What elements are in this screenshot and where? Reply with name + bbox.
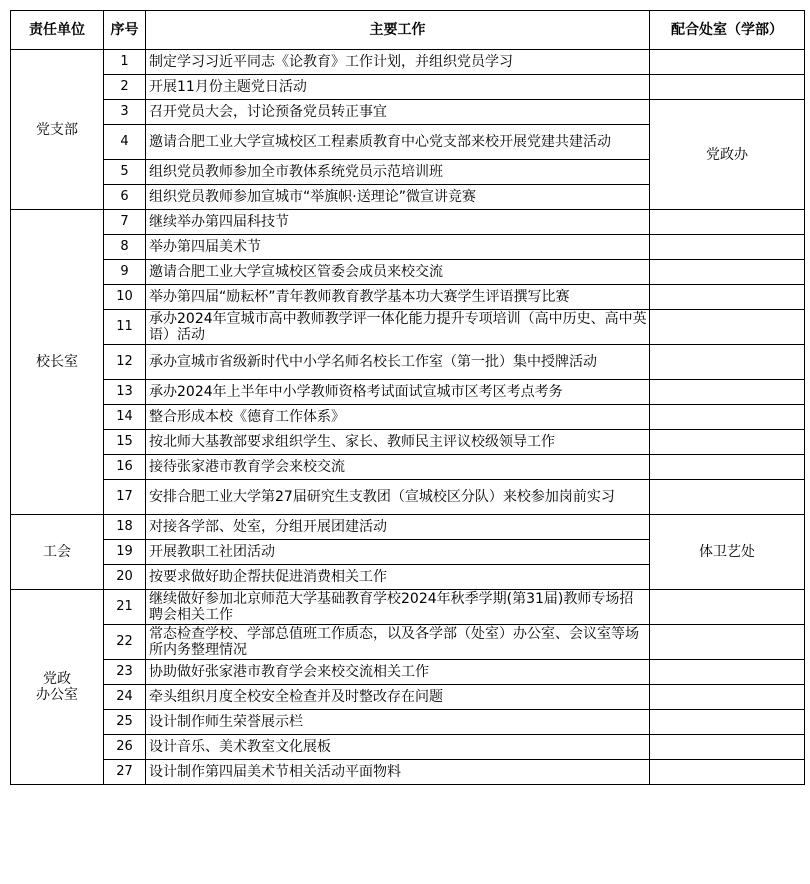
- coop-cell: [650, 405, 805, 430]
- row-number: 9: [104, 260, 146, 285]
- row-number: 21: [104, 590, 146, 625]
- coop-cell: [650, 310, 805, 345]
- table-row: [11, 405, 805, 430]
- table-row: [11, 685, 805, 710]
- task-cell: 继续做好参加北京师范大学基础教育学校2024年秋季学期(第31届)教师专场招聘会相关工作: [146, 590, 650, 625]
- table-row: [11, 660, 805, 685]
- unit-cell-party-branch: 党支部: [11, 50, 104, 210]
- unit-label-line1: 党政: [43, 671, 71, 687]
- coop-cell: [650, 480, 805, 515]
- coop-cell: [650, 235, 805, 260]
- table-row: [11, 345, 805, 380]
- unit-cell-trade-union: 工会: [11, 515, 104, 590]
- header-unit: 责任单位: [11, 11, 104, 50]
- task-cell: 按要求做好助企帮扶促进消费相关工作: [146, 565, 650, 590]
- table-row: [11, 100, 805, 125]
- task-cell: 对接各学部、处室，分组开展团建活动: [146, 515, 650, 540]
- coop-cell: [650, 75, 805, 100]
- task-cell: 设计制作师生荣誉展示栏: [146, 710, 650, 735]
- row-number: 4: [104, 125, 146, 160]
- coop-cell: [650, 625, 805, 660]
- row-number: 25: [104, 710, 146, 735]
- coop-cell: [650, 660, 805, 685]
- task-cell: 举办第四届美术节: [146, 235, 650, 260]
- unit-label-line2: 办公室: [36, 687, 78, 703]
- row-number: 8: [104, 235, 146, 260]
- task-cell: 组织党员教师参加全市教体系统党员示范培训班: [146, 160, 650, 185]
- row-number: 20: [104, 565, 146, 590]
- header-coop: 配合处室（学部）: [650, 11, 805, 50]
- coop-cell: [650, 50, 805, 75]
- task-cell: 邀请合肥工业大学宣城校区工程素质教育中心党支部来校开展党建共建活动: [146, 125, 650, 160]
- task-cell: 协助做好张家港市教育学会来校交流相关工作: [146, 660, 650, 685]
- row-number: 17: [104, 480, 146, 515]
- row-number: 3: [104, 100, 146, 125]
- task-cell: 开展教职工社团活动: [146, 540, 650, 565]
- row-number: 16: [104, 455, 146, 480]
- coop-cell: [650, 735, 805, 760]
- table-row: [11, 625, 805, 660]
- row-number: 15: [104, 430, 146, 455]
- table-header-row: [11, 11, 805, 50]
- task-cell: 按北师大基教部要求组织学生、家长、教师民主评议校级领导工作: [146, 430, 650, 455]
- task-cell: 组织党员教师参加宣城市“举旗帜·送理论”微宣讲竞赛: [146, 185, 650, 210]
- coop-cell: [650, 380, 805, 405]
- task-cell: 安排合肥工业大学第27届研究生支教团（宣城校区分队）来校参加岗前实习: [146, 480, 650, 515]
- row-number: 2: [104, 75, 146, 100]
- row-number: 7: [104, 210, 146, 235]
- table-row: [11, 430, 805, 455]
- table-row: [11, 515, 805, 540]
- coop-cell: [650, 590, 805, 625]
- row-number: 12: [104, 345, 146, 380]
- table-row: [11, 480, 805, 515]
- work-plan-table: [10, 10, 805, 785]
- table-row: [11, 735, 805, 760]
- task-cell: 承办宣城市省级新时代中小学名师名校长工作室（第一批）集中授牌活动: [146, 345, 650, 380]
- coop-cell: [650, 210, 805, 235]
- row-number: 5: [104, 160, 146, 185]
- table-row: [11, 235, 805, 260]
- row-number: 24: [104, 685, 146, 710]
- table-row: [11, 710, 805, 735]
- coop-cell-sports-arts: 体卫艺处: [650, 515, 805, 590]
- task-cell: 设计制作第四届美术节相关活动平面物料: [146, 760, 650, 785]
- task-cell: 邀请合肥工业大学宣城校区管委会成员来校交流: [146, 260, 650, 285]
- table-row: [11, 50, 805, 75]
- row-number: 14: [104, 405, 146, 430]
- header-no: 序号: [104, 11, 146, 50]
- table-row: [11, 380, 805, 405]
- row-number: 22: [104, 625, 146, 660]
- task-cell: 召开党员大会，讨论预备党员转正事宜: [146, 100, 650, 125]
- table-row: [11, 590, 805, 625]
- coop-cell-party-office: 党政办: [650, 100, 805, 210]
- unit-cell-principal-office: 校长室: [11, 210, 104, 515]
- task-cell: 承办2024年上半年中小学教师资格考试面试宣城市区考区考点考务: [146, 380, 650, 405]
- table-row: [11, 75, 805, 100]
- row-number: 10: [104, 285, 146, 310]
- table-row: [11, 455, 805, 480]
- row-number: 19: [104, 540, 146, 565]
- coop-cell: [650, 760, 805, 785]
- row-number: 23: [104, 660, 146, 685]
- row-number: 26: [104, 735, 146, 760]
- row-number: 6: [104, 185, 146, 210]
- task-cell: 承办2024年宣城市高中教师教学评一体化能力提升专项培训（高中历史、高中英语）活动: [146, 310, 650, 345]
- table-row: [11, 310, 805, 345]
- coop-cell: [650, 285, 805, 310]
- task-cell: 开展11月份主题党日活动: [146, 75, 650, 100]
- row-number: 18: [104, 515, 146, 540]
- table-row: [11, 285, 805, 310]
- coop-cell: [650, 455, 805, 480]
- table-row: [11, 760, 805, 785]
- row-number: 11: [104, 310, 146, 345]
- task-cell: 制定学习习近平同志《论教育》工作计划，并组织党员学习: [146, 50, 650, 75]
- row-number: 1: [104, 50, 146, 75]
- task-cell: 整合形成本校《德育工作体系》: [146, 405, 650, 430]
- task-cell: 设计音乐、美术教室文化展板: [146, 735, 650, 760]
- task-cell: 常态检查学校、学部总值班工作质态，以及各学部（处室）办公室、会议室等场所内务整理情况: [146, 625, 650, 660]
- task-cell: 牵头组织月度全校安全检查并及时整改存在问题: [146, 685, 650, 710]
- unit-cell-admin-office: [11, 590, 104, 785]
- task-cell: 举办第四届“励耘杯”青年教师教育教学基本功大赛学生评语撰写比赛: [146, 285, 650, 310]
- task-cell: 接待张家港市教育学会来校交流: [146, 455, 650, 480]
- task-cell: 继续举办第四届科技节: [146, 210, 650, 235]
- row-number: 13: [104, 380, 146, 405]
- coop-cell: [650, 685, 805, 710]
- table-row: [11, 210, 805, 235]
- coop-cell: [650, 260, 805, 285]
- coop-cell: [650, 710, 805, 735]
- table-row: [11, 260, 805, 285]
- header-work: 主要工作: [146, 11, 650, 50]
- row-number: 27: [104, 760, 146, 785]
- coop-cell: [650, 430, 805, 455]
- coop-cell: [650, 345, 805, 380]
